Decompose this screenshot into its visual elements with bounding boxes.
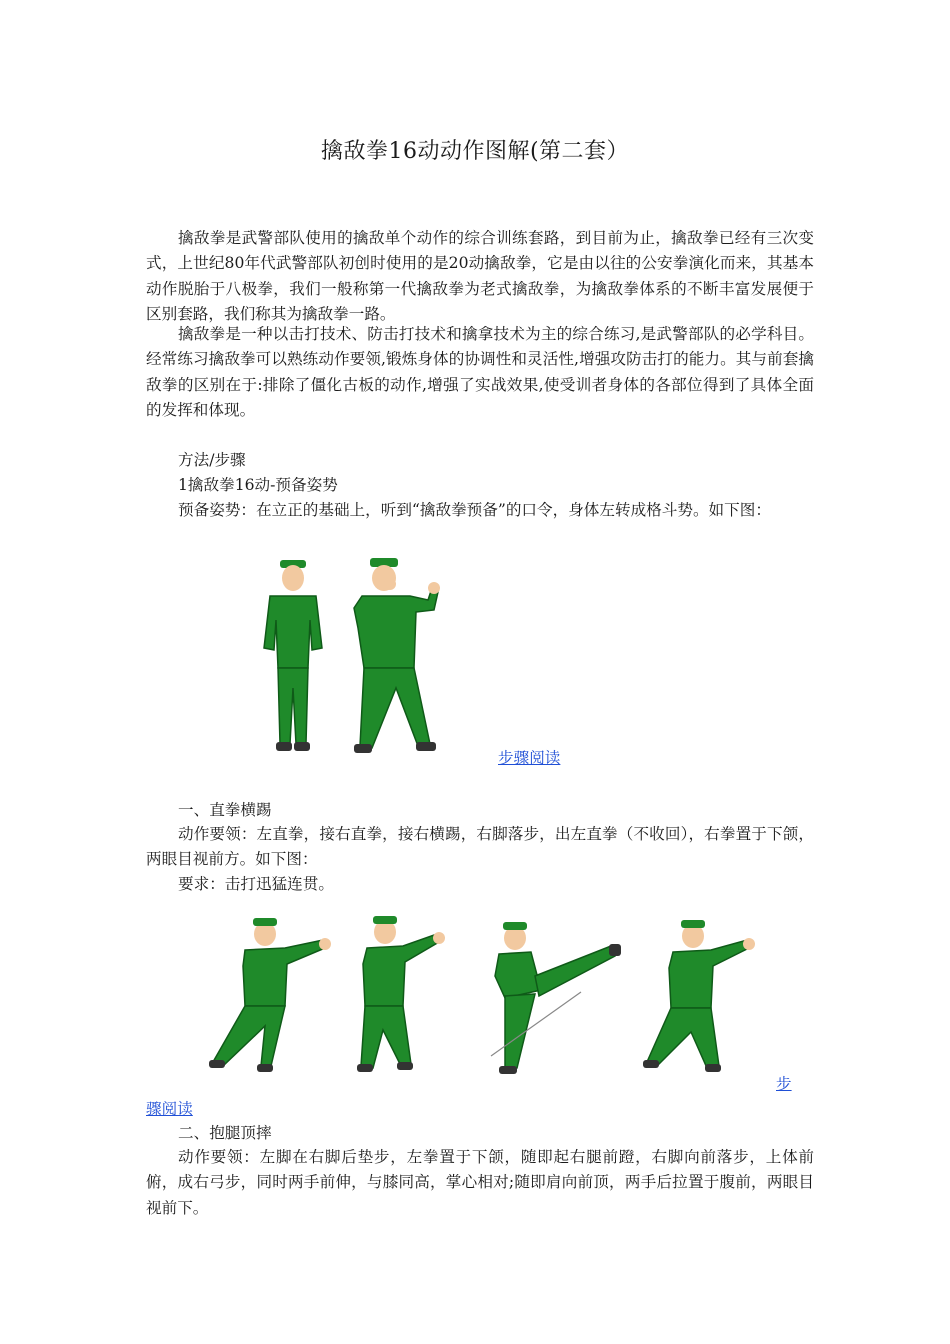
section1-requirement: 要求：击打迅猛连贯。 xyxy=(178,875,334,893)
step-read-link-2b[interactable]: 骤阅读 xyxy=(146,1100,193,1118)
section1-description: 动作要领：左直拳，接右直拳，接右横踢，右脚落步，出左直拳（不收回），右拳置于下颌，两眼目视前方。如下图： xyxy=(146,825,814,869)
section1-heading: 一、直拳横踢 xyxy=(178,801,272,819)
soldier-guard-figure xyxy=(354,558,440,753)
soldier-attention-figure xyxy=(264,560,322,751)
figure-punch-kick-sequence xyxy=(205,906,765,1086)
section2-heading: 二、抱腿顶摔 xyxy=(178,1124,272,1142)
step1-heading: 1擒敌拳16动-预备姿势 xyxy=(178,476,338,494)
figure-ready-stance xyxy=(250,548,460,763)
page-title: 擒敌拳16动动作图解(第二套） xyxy=(320,139,630,164)
step-read-link-1[interactable]: 步骤阅读 xyxy=(498,749,561,767)
pose-final-punch-figure xyxy=(643,920,755,1072)
section2-description: 动作要领：左脚在右脚后垫步，左拳置于下颌，随即起右腿前蹬，右脚向前落步，上体前俯，成右弓步，同时两手前伸，与膝同高，掌心相对;随即肩向前顶，两手后拉置于腹前，两眼目视前下。 xyxy=(146,1148,814,1217)
step1-description: 预备姿势：在立正的基础上，听到“擒敌拳预备”的口令，身体左转成格斗势。如下图： xyxy=(178,501,771,519)
pose-left-punch-figure xyxy=(209,918,331,1072)
pose-right-punch-figure xyxy=(357,916,445,1072)
step-read-link-2a[interactable]: 步 xyxy=(776,1075,792,1093)
intro-paragraph-1: 擒敌拳是武警部队使用的擒敌单个动作的综合训练套路，到目前为止，擒敌拳已经有三次变式，上世纪80年代武警部队初创时使用的是20动擒敌拳，它是由以往的公安拳演化而来，其基本动作脱胎于八极拳，我们一般称第一代擒敌拳为老式擒敌拳，为擒敌拳体系的不断丰富发展便于区别套路，我们称其为擒敌拳一路。 xyxy=(146,229,814,324)
method-heading: 方法/步骤 xyxy=(178,451,246,469)
pose-side-kick-figure xyxy=(491,922,621,1074)
intro-paragraph-2: 擒敌拳是一种以击打技术、防击打技术和擒拿技术为主的综合练习,是武警部队的必学科目。经常练习擒敌拳可以熟练动作要领,锻炼身体的协调性和灵活性,增强攻防击打的能力。其与前套擒敌拳的区别在于:排除了僵化古板的动作,增强了实战效果,使受训者身体的各部位得到了具体全面的发挥和体现。 xyxy=(146,325,814,420)
